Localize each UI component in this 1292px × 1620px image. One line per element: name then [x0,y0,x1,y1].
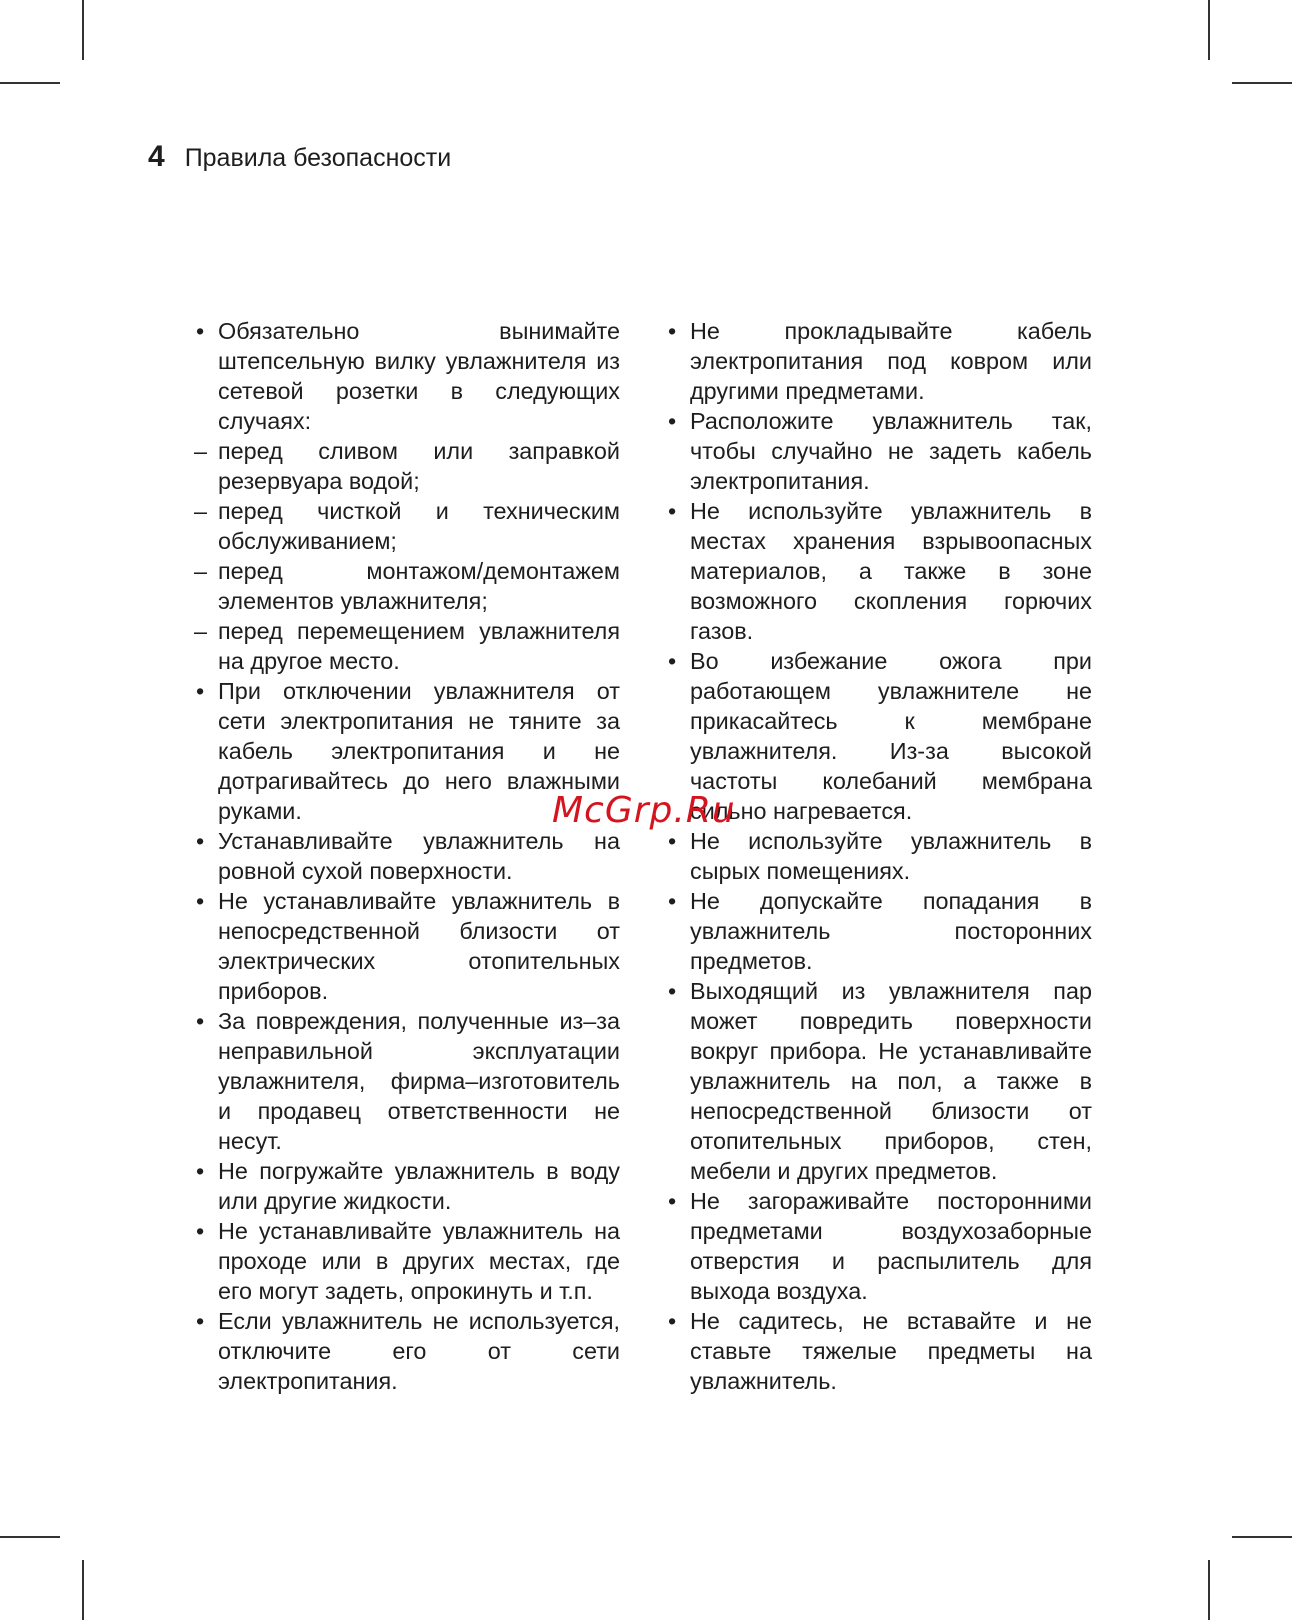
list-item [668,976,1092,1186]
list-item [668,1186,1092,1306]
list-item [196,316,620,436]
bullet-marker: • [196,1008,205,1034]
list-item-text: Устанавливайте увлажнитель на ровной сухой поверхности. [218,828,620,884]
bullet-marker: • [196,1158,205,1184]
bullet-marker: • [196,678,205,704]
list-item [196,556,620,616]
bullet-marker: • [196,318,205,344]
bullet-marker: • [668,408,677,434]
crop-mark [1232,82,1292,84]
dash-marker: – [194,498,208,524]
crop-mark [82,1560,84,1620]
right-column [668,316,1092,1396]
list-item [668,406,1092,496]
dash-marker: – [194,618,208,644]
bullet-marker: • [196,888,205,914]
crop-mark [1232,1536,1292,1538]
crop-mark [0,82,60,84]
list-item-text: Если увлажнитель не используется, отключите его от сети электропитания. [218,1308,620,1394]
list-item [196,1216,620,1306]
bullet-marker: • [668,498,677,524]
crop-mark [1208,1560,1210,1620]
list-item-text: перед перемещением увлажнителя на другое место. [218,618,620,674]
list-item-text: При отключении увлажнителя от сети электропитания не тяните за кабель электропитания и не дотрагивайтесь до него влажными руками. [218,678,620,824]
list-item-text: Во избежание ожога при работающем увлажнителе не прикасайтесь к мембране увлажнителя. Из-за высокой частоты колебаний мембрана сильно нагревается. [690,648,1092,824]
dash-marker: – [194,558,208,584]
list-item [668,316,1092,406]
list-item-text: Не допускайте попадания в увлажнитель посторонних предметов. [690,888,1092,974]
bullet-marker: • [668,648,677,674]
list-item [196,826,620,886]
list-item [668,826,1092,886]
list-item-text: перед чисткой и техническим обслуживанием; [218,498,620,554]
page-title: Правила безопасности [184,144,452,172]
left-column [196,316,620,1396]
list-item-text: Не погружайте увлажнитель в воду или другие жидкости. [218,1158,620,1214]
crop-mark [0,1536,60,1538]
list-item-text: Обязательно вынимайте штепсельную вилку увлажнителя из сетевой розетки в следующих случаях: [218,318,620,434]
list-item [196,496,620,556]
bullet-marker: • [668,1308,677,1334]
bullet-marker: • [196,828,205,854]
crop-mark [1208,0,1210,60]
list-item [196,1306,620,1396]
bullet-marker: • [668,978,677,1004]
list-item-text: Не загораживайте посторонними предметами воздухозаборные отверстия и распылитель для выхода воздуха. [690,1188,1092,1304]
list-item [668,1306,1092,1396]
page-number: 4 [148,140,165,173]
list-item [668,496,1092,646]
page-header [148,140,451,174]
bullet-marker: • [668,1188,677,1214]
list-item-text: Не используйте увлажнитель в сырых помещениях. [690,828,1092,884]
list-item [196,436,620,496]
crop-mark [82,0,84,60]
bullet-marker: • [668,888,677,914]
list-item [196,886,620,1006]
list-item-text: Расположите увлажнитель так, чтобы случайно не задеть кабель электропитания. [690,408,1092,494]
list-item-text: перед монтажом/демонтажем элементов увлажнителя; [218,558,620,614]
bullet-marker: • [668,828,677,854]
watermark: McGrp.Ru [552,790,736,831]
list-item-text: Не садитесь, не вставайте и не ставьте тяжелые предметы на увлажнитель. [690,1308,1092,1394]
list-item [196,1156,620,1216]
list-item-text: За повреждения, полученные из–за неправильной эксплуатации увлажнителя, фирма–изготовитель и продавец ответственности не несут. [218,1008,620,1154]
bullet-marker: • [668,318,677,344]
list-item [668,886,1092,976]
dash-marker: – [194,438,208,464]
list-item [196,1006,620,1156]
bullet-marker: • [196,1218,205,1244]
list-item-text: Выходящий из увлажнителя пар может повредить поверхности вокруг прибора. Не устанавливайте увлажнитель на пол, а также в непосредственной близости от отопительных приборов, стен, мебели и других предметов. [690,978,1092,1184]
list-item-text: Не используйте увлажнитель в местах хранения взрывоопасных материалов, а также в зоне возможного скопления горючих газов. [690,498,1092,644]
bullet-marker: • [196,1308,205,1334]
list-item-text: Не устанавливайте увлажнитель в непосредственной близости от электрических отопительных приборов. [218,888,620,1004]
list-item-text: перед сливом или заправкой резервуара водой; [218,438,620,494]
list-item-text: Не прокладывайте кабель электропитания под ковром или другими предметами. [690,318,1092,404]
list-item [196,616,620,676]
list-item-text: Не устанавливайте увлажнитель на проходе или в других местах, где его могут задеть, опрокинуть и т.п. [218,1218,620,1304]
